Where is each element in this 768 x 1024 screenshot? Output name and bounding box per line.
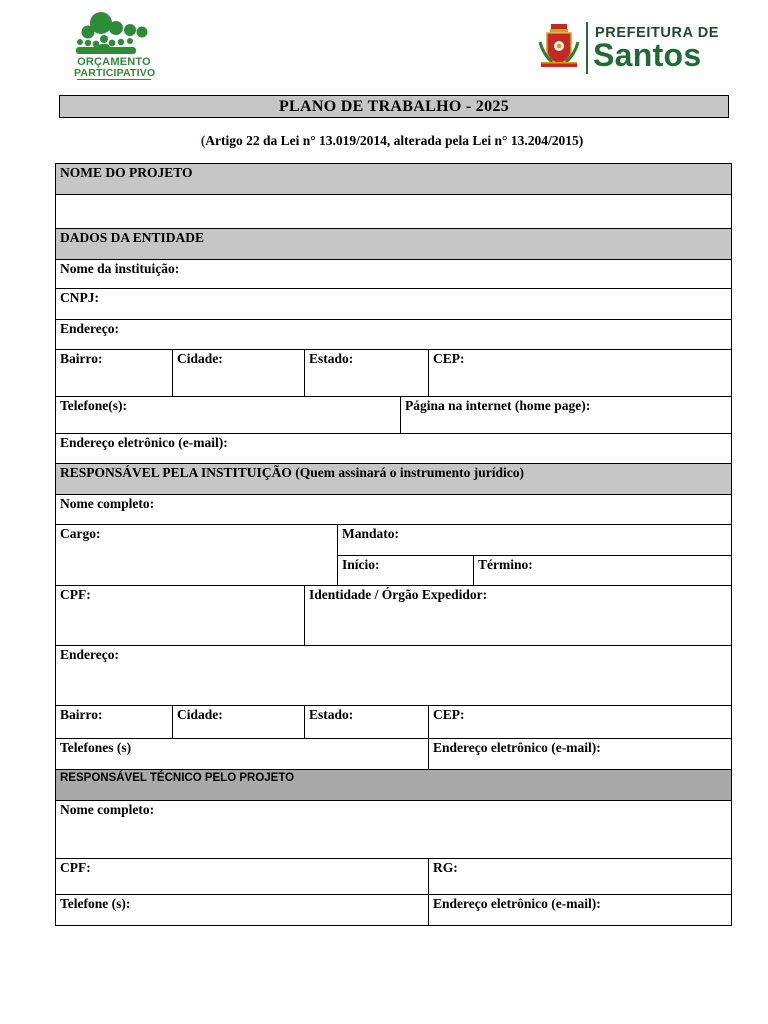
- technical-responsible-header: RESPONSÁVEL TÉCNICO PELO PROJETO: [56, 770, 732, 801]
- technical-full-name-field[interactable]: Nome completo:: [56, 801, 732, 859]
- website-field[interactable]: Página na internet (home page):: [401, 397, 732, 434]
- phones-field[interactable]: Telefone(s):: [56, 397, 401, 434]
- responsible-phones-field[interactable]: Telefones (s): [56, 739, 429, 770]
- city-field[interactable]: Cidade:: [173, 350, 305, 397]
- city-crest-icon: [538, 24, 580, 70]
- technical-email-field[interactable]: Endereço eletrônico (e-mail):: [429, 895, 732, 926]
- logo-text-orcamento: ORÇAMENTO: [77, 56, 151, 68]
- neighborhood-field[interactable]: Bairro:: [56, 350, 173, 397]
- subtitle-text: Artigo 22 da Lei n° 13.019/2014, alterada pela Lei n° 13.204/2015): [205, 133, 584, 148]
- document-subtitle: [56, 133, 728, 149]
- zip-field[interactable]: CEP:: [429, 350, 732, 397]
- technical-cpf-field[interactable]: CPF:: [56, 859, 429, 895]
- entity-data-header: DADOS DA ENTIDADE: [56, 229, 732, 260]
- cnpj-field[interactable]: CNPJ:: [56, 289, 732, 320]
- responsible-zip-field[interactable]: CEP:: [429, 706, 732, 739]
- responsible-email-field[interactable]: Endereço eletrônico (e-mail):: [429, 739, 732, 770]
- term-end-field[interactable]: Término:: [474, 556, 732, 586]
- responsible-city-field[interactable]: Cidade:: [173, 706, 305, 739]
- responsible-header-title: RESPONSÁVEL PELA INSTITUIÇÃO: [60, 465, 292, 480]
- work-plan-form: [55, 163, 732, 926]
- logo-text-santos: Santos: [593, 37, 702, 73]
- technical-rg-field[interactable]: RG:: [429, 859, 732, 895]
- document-title: PLANO DE TRABALHO - 2025: [59, 95, 729, 118]
- cpf-field[interactable]: CPF:: [56, 586, 305, 646]
- logo-divider: [586, 22, 588, 74]
- institution-name-field[interactable]: Nome da instituição:: [56, 260, 732, 289]
- position-field[interactable]: Cargo:: [56, 525, 338, 586]
- term-start-field[interactable]: Início:: [338, 556, 474, 586]
- technical-phone-field[interactable]: Telefone (s):: [56, 895, 429, 926]
- full-name-field[interactable]: Nome completo:: [56, 495, 732, 525]
- logo-underline: [77, 79, 151, 80]
- subtitle-open-paren: (: [200, 133, 206, 148]
- tree-people-icon: [74, 12, 154, 58]
- responsible-institution-header: [56, 464, 732, 495]
- address-field[interactable]: Endereço:: [56, 320, 732, 350]
- logo-text-participativo: PARTICIPATIVO: [74, 67, 156, 79]
- responsible-header-note: (Quem assinará o instrumento jurídico): [295, 465, 524, 480]
- identity-field[interactable]: Identidade / Órgão Expedidor:: [305, 586, 732, 646]
- responsible-state-field[interactable]: Estado:: [305, 706, 429, 739]
- project-name-header: NOME DO PROJETO: [56, 164, 732, 195]
- project-name-field[interactable]: [56, 195, 732, 229]
- email-field[interactable]: Endereço eletrônico (e-mail):: [56, 434, 732, 464]
- responsible-address-field[interactable]: Endereço:: [56, 646, 732, 706]
- term-field[interactable]: Mandato:: [338, 525, 732, 556]
- orcamento-participativo-logo: [74, 12, 154, 82]
- logo-text-prefeitura: PREFEITURA DE: [595, 25, 720, 41]
- prefeitura-santos-logo: [538, 20, 728, 80]
- state-field[interactable]: Estado:: [305, 350, 429, 397]
- responsible-neighborhood-field[interactable]: Bairro:: [56, 706, 173, 739]
